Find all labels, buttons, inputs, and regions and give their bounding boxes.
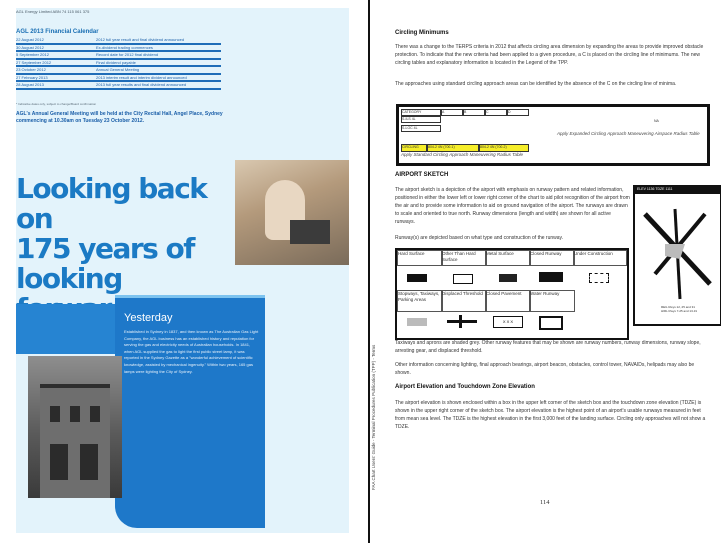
sketch-paragraph-1: The airport sketch is a depiction of the airport with emphasis on runway pattern and related information, positioned in either the lower left or lower right corner of the chart to aid pilot recognition of the airport from the air and to provide some information to aid on ground navigation of the airport. The runways are drawn to scale and oriented to true north. Runway dimensions (length and width) are shown for all active runways. — [395, 187, 630, 225]
standard-table-caption: Apply Standard Circling Approach Maneuvering Radius Table — [401, 152, 523, 157]
table-cell: A — [441, 109, 463, 116]
closed-pavement-symbol: X X X — [493, 316, 523, 328]
circling-minima-cell: 804-2 4N (700-2) — [479, 144, 529, 152]
blue-block — [16, 304, 115, 354]
table-cell: S-LOC 4L — [401, 125, 441, 132]
yesterday-body: Established in Sydney in 1837, and then known as The Australian Gas Light Company, the AGL business has an established history and reputation for serving the gas and electricity needs of Australian households. In 1841, when AGL supplied the gas to light the first public street lamp, it was reported in the Sydney Gazette as a "wonderful achievement of scientific knowledge, assisted by mechanical ingenuity." Within two years, 165 gas lamps were lighting the City of Sydney. — [124, 329, 259, 374]
sketch-paragraph-4: Other information concerning lighting, final approach bearings, airport beacon, obstacles, control tower, NAVAIDs, helipads may also be shown. — [395, 362, 695, 376]
circling-paragraph-1: There was a change to the TERPS criteria in 2012 that affects circling area dimension by expanding the areas to provide improved obstacle protection. To indicate that the new criteria had been applied to a given procedure, a C is placed on the circling line of minimums. The new circling tables and explanatory information is located in the Legend of the TPP. — [395, 44, 704, 66]
calendar-row: 27 February 2013 2013 interim result and interim dividend announced — [16, 75, 221, 83]
legend-header: Under Construction — [573, 250, 627, 266]
elevation-heading: Airport Elevation and Touchdown Zone Elevation — [395, 384, 535, 390]
page-number: 114 — [540, 499, 550, 506]
calendar-row: 30 August 2012 Ex-dividend trading commences — [16, 45, 221, 53]
circling-minima-table — [396, 104, 710, 166]
expanded-table-caption: Apply Expanded Circling Approach Maneuvering Airspace Radius Table — [557, 131, 700, 136]
legend-header: Hard Surface — [397, 250, 443, 266]
legend-header: Closed Runway — [529, 250, 575, 266]
other-surface-symbol — [453, 274, 473, 284]
legend-header: Water Runway — [529, 290, 575, 312]
sketch-note: REIL Rwys 12, 25 and 31 HIRL Rwys 7-25 and 13-31 — [661, 305, 698, 313]
corporate-line: AGL Energy Limited ABN 74 115 061 375 — [16, 9, 90, 14]
legend-header: Stopways, Taxiways, Parking Areas — [397, 290, 443, 312]
headline: Looking back on 175 years of looking — [16, 172, 207, 295]
elevation-paragraph: The airport elevation is shown enclosed within a box in the upper left corner of the sketch box and the touchdown zone elevation (TDZE) is shown in the upper right corner of the sketch box. The airport elevation is the highest point of an airport's usable runways measured in feet from mean sea level. The TDZE is the highest elevation in the first 3,000 feet of the landing surface. Circling only approaches will not show a TDZE. — [395, 400, 706, 430]
airport-sketch-example — [633, 185, 721, 326]
under-construction-symbol — [589, 273, 609, 283]
sketch-paragraph-2: Runway(s) are depicted based on what type and construction of the runway. — [395, 235, 564, 241]
hard-surface-symbol — [407, 274, 427, 282]
legend-header: Closed Pavement — [485, 290, 531, 312]
page-divider — [368, 0, 370, 543]
calendar-row: 27 September 2012 Final dividend payable — [16, 60, 221, 68]
historic-building-photo — [28, 356, 122, 498]
legend-header: Displaced Threshold — [441, 290, 487, 312]
table-cell: S-ILS 4L — [401, 116, 441, 123]
sketch-header: ELEV 1136 TDZE 1111 — [635, 187, 721, 194]
calendar-row: 28 August 2013 2013 full year results and final dividend announced — [16, 82, 221, 90]
metal-surface-symbol — [499, 274, 517, 282]
displaced-threshold-mark — [459, 315, 462, 328]
yesterday-title: Yesterday — [124, 312, 173, 324]
calendar-row: 22 August 2012 2012 full year result and final dividend announced — [16, 37, 221, 45]
circling-minimums-heading: Circling Minimums — [395, 30, 449, 36]
circling-cell: CIRCLING — [401, 144, 427, 152]
table-cell: D — [507, 109, 529, 116]
calendar-row: 23 October 2012 Annual General Meeting — [16, 67, 221, 75]
legend-header: Other Than Hard Surface — [441, 250, 487, 266]
table-cell: C — [485, 109, 507, 116]
displaced-threshold-symbol — [447, 320, 477, 323]
circling-paragraph-2: The approaches using standard circling approach areas can be identified by the absence of the C on the circling line of minima. — [395, 81, 677, 87]
circling-minima-cell: 804-2 4N (700-1) — [427, 144, 479, 152]
water-runway-symbol — [539, 316, 563, 330]
sketch-paragraph-3: Taxiways and aprons are shaded grey. Other runway features that may be shown are runway numbers, runway dimensions, runway slope, arresting gear, and displaced threshold. — [395, 340, 701, 354]
airport-sketch-heading: AIRPORT SKETCH — [395, 172, 449, 178]
table-cell: CATEGORY — [401, 109, 441, 116]
financial-calendar-table — [16, 37, 221, 90]
legend-header: Metal Surface — [485, 250, 531, 266]
taxiway-symbol — [407, 318, 427, 326]
woman-laptop-photo — [235, 160, 349, 265]
na-label: NA — [654, 119, 659, 123]
financial-calendar-title: AGL 2013 Financial Calendar — [16, 29, 99, 35]
calendar-note: * Indicative dates only, subject to change/Board confirmation — [16, 102, 97, 106]
sidebar-running-title: FAA Chart Users' Guide - Terminal Procedures Publication (TPP) - Terms — [371, 344, 376, 490]
agm-notice: AGL's Annual General Meeting will be held at the City Recital Hall, Angel Place, Sydney commencing at 10.30am on Tuesday 23 October 2012. — [16, 111, 223, 124]
closed-runway-symbol — [539, 272, 563, 282]
calendar-row: 5 September 2012 Record date for 2012 final dividend — [16, 52, 221, 60]
runway-legend-table — [395, 248, 629, 340]
table-cell: B — [463, 109, 485, 116]
